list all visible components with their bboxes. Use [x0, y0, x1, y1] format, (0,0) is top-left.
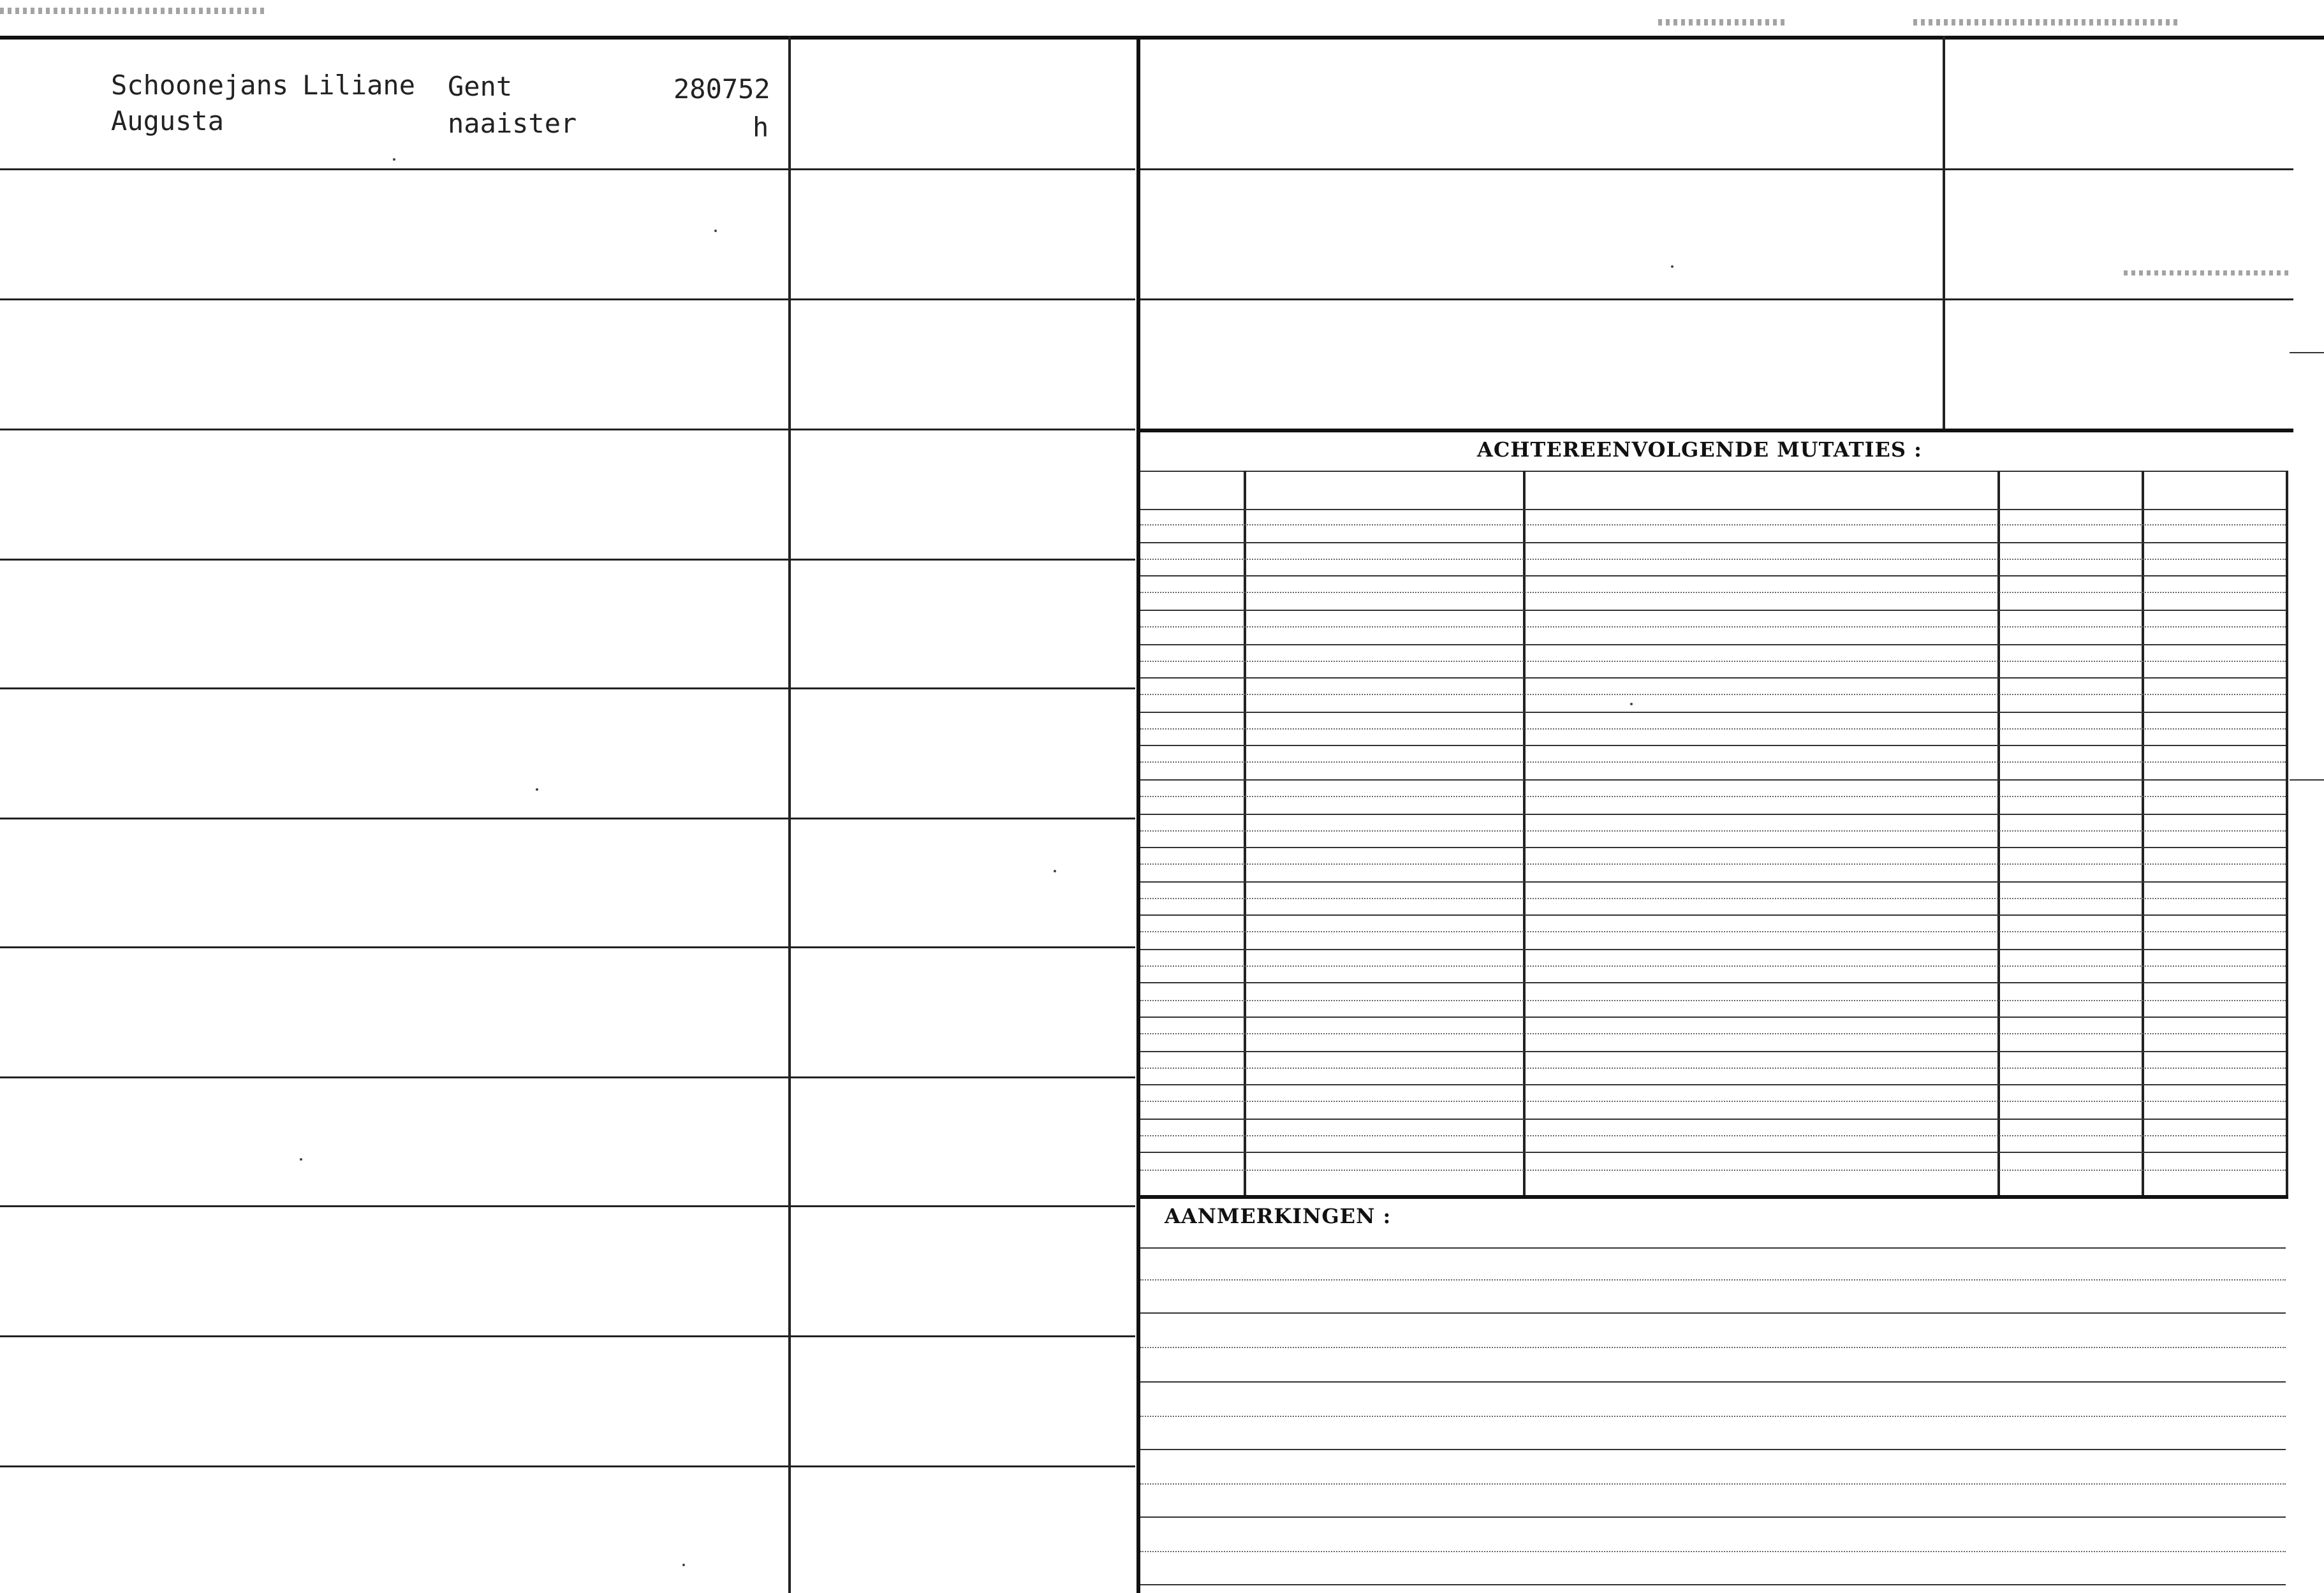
mutaties-dotted-line — [1140, 761, 2286, 763]
mutaties-line — [1140, 914, 2286, 916]
mutaties-dotted-line — [1140, 728, 2286, 730]
mutaties-dotted-line — [1140, 1033, 2286, 1034]
row-rule — [0, 559, 1135, 561]
mutaties-line — [1140, 610, 2286, 611]
top-edge-marks — [1913, 19, 2181, 26]
left-column-divider — [788, 36, 791, 1593]
mutaties-line — [1140, 814, 2286, 815]
aanmerkingen-line — [1140, 1247, 2286, 1249]
scan-speck — [300, 1158, 302, 1161]
mutaties-line — [1140, 779, 2286, 781]
faint-marks — [2124, 270, 2290, 275]
row-rule — [0, 818, 1135, 819]
mutaties-line — [1140, 644, 2286, 645]
scan-speck — [536, 788, 538, 791]
mutaties-dotted-line — [1140, 694, 2286, 695]
aanmerkingen-dotted-line — [1140, 1416, 2286, 1417]
mutaties-line — [1140, 745, 2286, 746]
mutaties-line — [1140, 1017, 2286, 1018]
mutaties-line — [1140, 982, 2286, 983]
mutaties-dotted-line — [1140, 965, 2286, 967]
mutaties-line — [1140, 712, 2286, 713]
aanmerkingen-line — [1140, 1381, 2286, 1383]
aanmerkingen-dotted-line — [1140, 1551, 2286, 1552]
mutaties-dotted-line — [1140, 898, 2286, 899]
row-rule — [0, 1205, 1135, 1207]
given-names-line1: Liliane — [302, 70, 416, 101]
mutaties-dotted-line — [1140, 796, 2286, 797]
mutaties-line — [1140, 1152, 2286, 1153]
row-rule — [0, 168, 1135, 170]
scan-speck — [682, 1564, 685, 1566]
mutaties-dotted-line — [1140, 661, 2286, 662]
mutaties-col-divider — [1244, 471, 1246, 1195]
aanmerkingen-dotted-line — [1140, 1279, 2286, 1281]
row-rule — [0, 298, 1135, 300]
mutaties-top-rule — [1140, 429, 2293, 432]
mutaties-line — [1140, 575, 2286, 576]
date-number: 280752 — [673, 73, 770, 105]
mutaties-dotted-line — [1140, 863, 2286, 865]
aanmerkingen-line — [1140, 1584, 2286, 1585]
mutaties-dotted-line — [1140, 1000, 2286, 1001]
right-row-rule — [1140, 168, 2293, 170]
mutaties-line — [1140, 847, 2286, 848]
mutaties-col-divider — [1997, 471, 2000, 1195]
scan-speck — [1630, 703, 1633, 705]
mutaties-line — [1140, 542, 2286, 543]
scan-speck — [1054, 870, 1056, 872]
mutaties-line — [1140, 1084, 2286, 1085]
top-edge-marks — [1658, 19, 1786, 26]
mutaties-header-rule — [1140, 471, 2288, 472]
mutaties-dotted-line — [1140, 1068, 2286, 1069]
top-edge-marks — [0, 8, 268, 14]
mutaties-dotted-line — [1140, 1170, 2286, 1171]
mutaties-bottom-rule — [1140, 1195, 2288, 1199]
edge-tick — [2290, 352, 2324, 353]
mutaties-line — [1140, 881, 2286, 883]
mutaties-line — [1140, 1119, 2286, 1120]
mutaties-col-divider — [1523, 471, 1526, 1195]
mutaties-dotted-line — [1140, 830, 2286, 832]
scan-speck — [1671, 265, 1673, 268]
aanmerkingen-dotted-line — [1140, 1347, 2286, 1348]
mutaties-line — [1140, 677, 2286, 679]
mutaties-dotted-line — [1140, 559, 2286, 560]
row-rule — [0, 687, 1135, 689]
right-row-rule — [1140, 298, 2293, 300]
mutaties-right-border — [2286, 471, 2288, 1195]
mutaties-dotted-line — [1140, 524, 2286, 525]
row-rule — [0, 429, 1135, 430]
mutaties-dotted-line — [1140, 1135, 2286, 1136]
mutaties-line — [1140, 1051, 2286, 1052]
place: Gent — [448, 71, 513, 102]
given-names-line2: Augusta — [111, 105, 224, 136]
aanmerkingen-line — [1140, 1449, 2286, 1450]
mutaties-col-divider — [2142, 471, 2144, 1195]
top-border — [0, 36, 2324, 40]
right-top-divider — [1943, 36, 1945, 429]
mutaties-line — [1140, 949, 2286, 950]
row-rule — [0, 946, 1135, 948]
scan-speck — [393, 158, 395, 161]
occupation: naaister — [448, 108, 577, 139]
aanmerkingen-line — [1140, 1312, 2286, 1314]
mutaties-dotted-line — [1140, 626, 2286, 628]
aanmerkingen-heading: AANMERKINGEN : — [1165, 1204, 1392, 1228]
aanmerkingen-line — [1140, 1516, 2286, 1518]
aanmerkingen-dotted-line — [1140, 1483, 2286, 1485]
scan-speck — [714, 230, 717, 232]
row-rule — [0, 1335, 1135, 1337]
mutaties-dotted-line — [1140, 931, 2286, 932]
sex: h — [753, 112, 769, 143]
mutaties-dotted-line — [1140, 1101, 2286, 1102]
row-rule — [0, 1465, 1135, 1467]
mutaties-line — [1140, 509, 2286, 510]
surname: Schoonejans — [111, 70, 289, 101]
mutaties-heading: ACHTEREENVOLGENDE MUTATIES : — [1477, 437, 1922, 462]
row-rule — [0, 1076, 1135, 1078]
mutaties-dotted-line — [1140, 592, 2286, 593]
edge-tick — [2290, 779, 2324, 781]
